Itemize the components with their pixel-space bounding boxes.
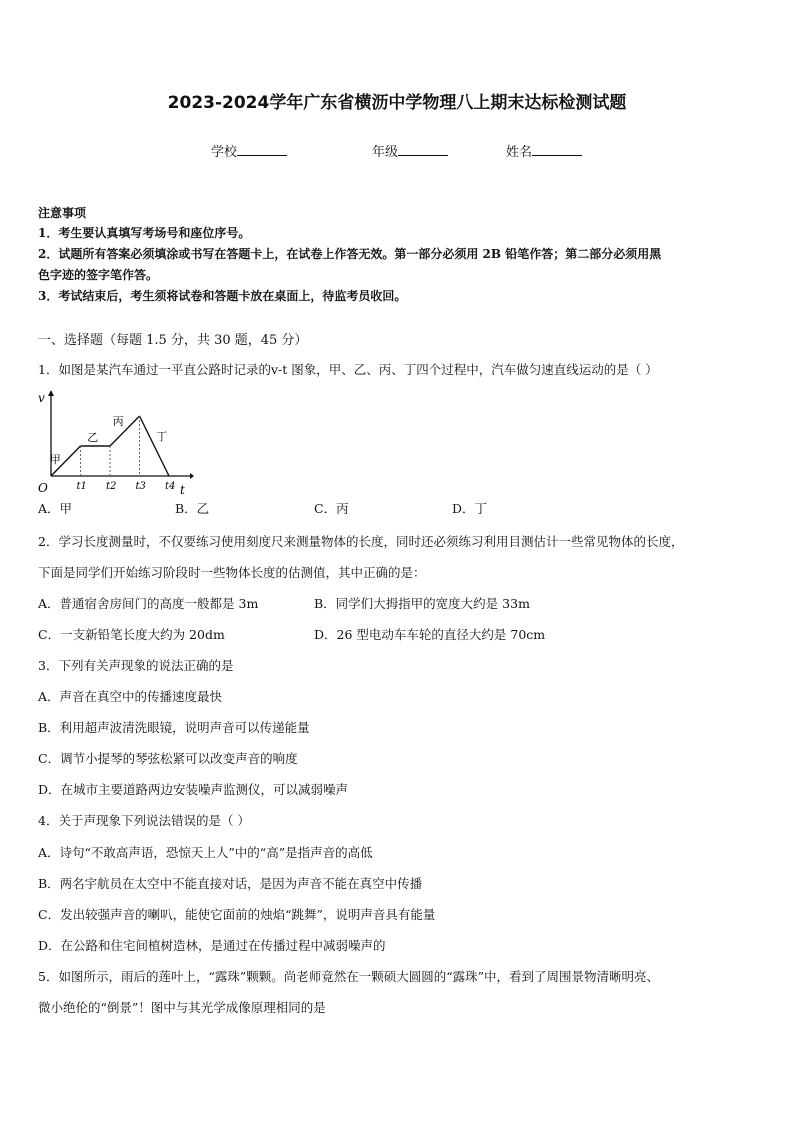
grade-blank	[398, 143, 448, 156]
q3-option-c[interactable]: C．调节小提琴的琴弦松紧可以改变声音的响度	[38, 751, 298, 766]
name-label: 姓名	[506, 145, 533, 160]
x-tick-label: t1	[76, 481, 87, 492]
notice-item: 色字迹的签字笔作答。	[38, 268, 159, 282]
question-2-stem-cont: 下面是同学们开始练习阶段时一些物体长度的估测值，其中正确的是：	[38, 565, 426, 580]
y-axis-label: v	[38, 391, 45, 405]
x-tick-label: t2	[106, 481, 117, 492]
x-axis-arrow	[190, 473, 194, 479]
school-label: 学校	[211, 145, 238, 160]
x-axis-label: t	[180, 483, 185, 497]
y-axis-arrow	[48, 390, 54, 396]
q4-option-d[interactable]: D．在公路和住宅间植树造林，是通过在传播过程中减弱噪声的	[38, 938, 386, 953]
q3-option-b[interactable]: B．利用超声波清洗眼镜，说明声音可以传递能量	[38, 720, 310, 735]
question-5-stem: 5．如图所示，雨后的莲叶上，“露珠”颗颗。尚老师竟然在一颗硕大圆圆的“露珠”中，看到了周围景物清晰明亮、	[38, 969, 660, 984]
notice-item: 3．考试结束后，考生须将试卷和答题卡放在桌面上，待监考员收回。	[38, 289, 407, 303]
q3-option-d[interactable]: D．在城市主要道路两边安装噪声监测仪，可以减弱噪声	[38, 782, 349, 797]
notice-item: 1．考生要认真填写考场号和座位序号。	[38, 226, 251, 240]
name-field	[506, 141, 582, 160]
q4-option-c[interactable]: C．发出较强声音的喇叭，能使它面前的烛焰“跳舞”，说明声音具有能量	[38, 907, 436, 922]
segment-4	[140, 416, 170, 476]
grade-label: 年级	[372, 145, 399, 160]
q4-option-a[interactable]: A．诗句“不敢高声语，恐惊天上人”中的“高”是指声音的高低	[38, 845, 373, 860]
grade-field	[372, 141, 448, 160]
school-blank	[237, 143, 287, 156]
x-tick-label: t3	[135, 481, 146, 492]
q1-option-c[interactable]: C．丙	[314, 501, 349, 516]
section-heading: 一、选择题（每题 1.5 分，共 30 题，45 分）	[38, 333, 308, 348]
name-blank	[532, 143, 582, 156]
q4-option-b[interactable]: B．两名宇航员在太空中不能直接对话，是因为声音不能在真空中传播	[38, 876, 423, 891]
segment-label: 丙	[112, 415, 124, 428]
q2-option-b[interactable]: B．同学们大拇指甲的宽度大约是 33m	[314, 596, 530, 611]
q3-option-a[interactable]: A．声音在真空中的传播速度最快	[38, 689, 223, 704]
x-tick-label: t4	[165, 481, 176, 492]
q2-option-a[interactable]: A．普通宿舍房间门的高度一般都是 3m	[38, 596, 259, 611]
notice-item: 2．试题所有答案必须填涂或书写在答题卡上，在试卷上作答无效。第一部分必须用 2B 铅笔作答；第二部分必须用黑	[38, 247, 662, 261]
segment-label: 甲	[49, 453, 61, 466]
q1-option-d[interactable]: D．丁	[452, 501, 488, 516]
q2-option-c[interactable]: C．一支新铅笔长度大约为 20dm	[38, 627, 225, 642]
question-2-stem: 2．学习长度测量时，不仅要练习使用刻度尺来测量物体的长度，同时还必须练习利用目测估计一些常见物体的长度，	[38, 534, 684, 549]
segment-label: 乙	[87, 431, 99, 444]
vt-chart	[34, 388, 194, 500]
question-5-stem-cont: 微小绝伦的“倒景”！图中与其光学成像原理相同的是	[38, 1000, 326, 1015]
segment-label: 丁	[156, 430, 168, 443]
notice-heading: 注意事项	[38, 206, 87, 220]
question-1-stem: 1．如图是某汽车通过一平直公路时记录的v-t 图象，甲、乙、丙、丁四个过程中，汽车做匀速直线运动的是（ ）	[38, 362, 658, 377]
q1-option-b[interactable]: B．乙	[175, 501, 210, 516]
school-field	[211, 141, 287, 160]
question-3-stem: 3．下列有关声现象的说法正确的是	[38, 658, 234, 673]
origin-label: O	[38, 481, 48, 495]
q2-option-d[interactable]: D．26 型电动车车轮的直径大约是 70cm	[314, 627, 546, 642]
page-title: 2023-2024学年广东省横沥中学物理八上期末达标检测试题	[167, 93, 627, 113]
q1-option-a[interactable]: A．甲	[38, 501, 73, 516]
question-4-stem: 4．关于声现象下列说法错误的是（ ）	[38, 813, 250, 828]
